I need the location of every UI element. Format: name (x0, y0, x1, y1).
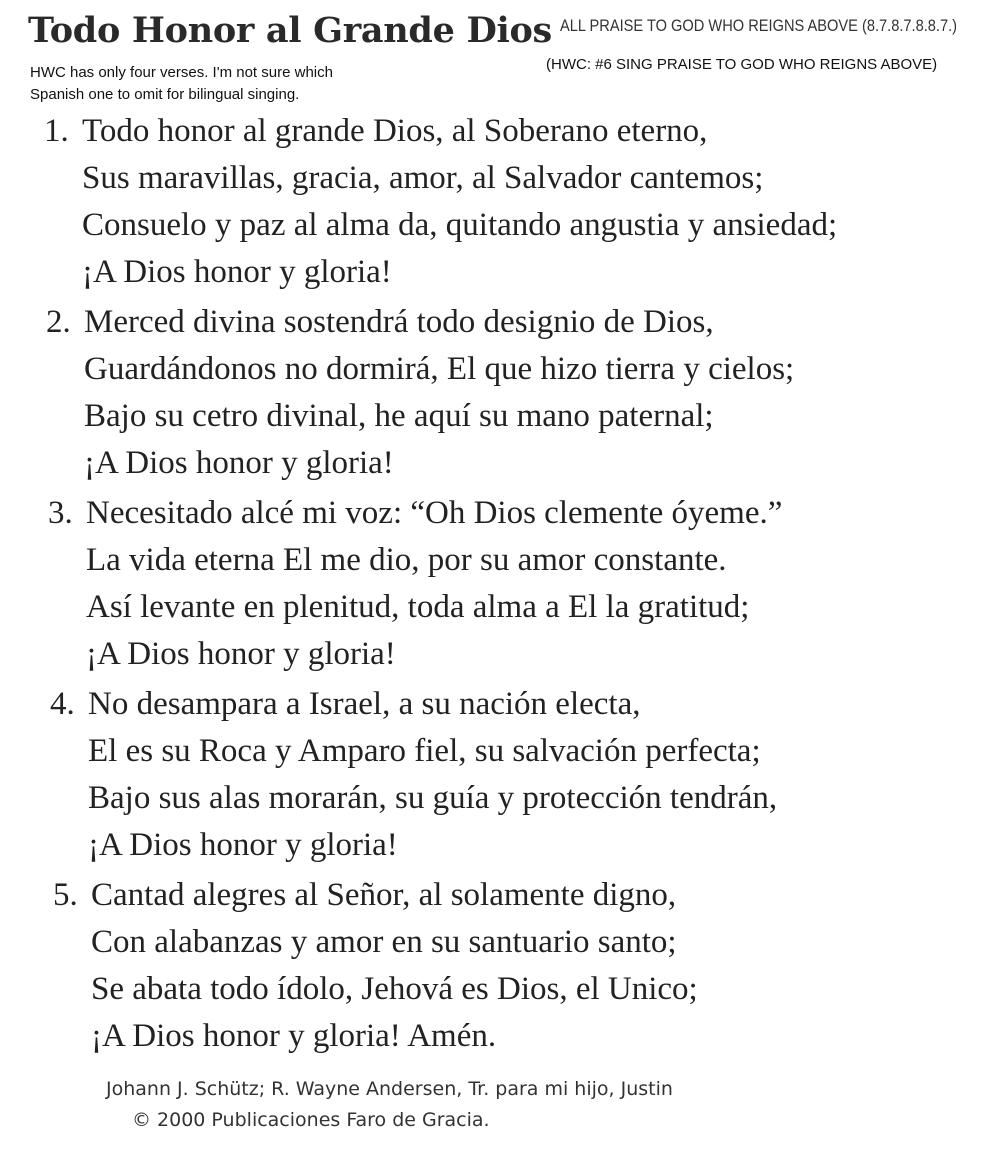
copyright-notice: © 2000 Publicaciones Faro de Gracia. (132, 1109, 490, 1131)
verse-line: La vida eterna El me dio, por su amor constante. (86, 542, 727, 578)
verse-line: Bajo sus alas morarán, su guía y protección tendrán, (88, 780, 778, 816)
verses (0, 108, 1000, 1063)
verse-number: 5. (53, 877, 78, 913)
hymn-title: Todo Honor al Grande Dios (28, 10, 552, 51)
verse-refrain: ¡A Dios honor y gloria! (84, 445, 394, 481)
verse-line: Cantad alegres al Señor, al solamente digno, (91, 877, 677, 913)
verse-number: 4. (50, 686, 75, 722)
verse-line: Guardándonos no dormirá, El que hizo tierra y cielos; (84, 351, 795, 387)
verse-line: Todo honor al grande Dios, al Soberano eterno, (82, 113, 708, 149)
author-credit: Johann J. Schütz; R. Wayne Andersen, Tr. para mi hijo, Justin (106, 1078, 673, 1100)
verse-number: 3. (48, 495, 73, 531)
verse-refrain: ¡A Dios honor y gloria! (86, 636, 396, 672)
verse-line: El es su Roca y Amparo fiel, su salvación perfecta; (88, 733, 761, 769)
verse-line: Con alabanzas y amor en su santuario santo; (91, 924, 677, 960)
verse-line: Se abata todo ídolo, Jehová es Dios, el Unico; (91, 971, 698, 1007)
editor-note (30, 62, 410, 106)
editor-note-line: Spanish one to omit for bilingual singing. (30, 86, 300, 103)
verse-refrain: ¡A Dios honor y gloria! Amén. (91, 1018, 497, 1054)
tune-name: ALL PRAISE TO GOD WHO REIGNS ABOVE (8.7.8.7.8.8.7.) (560, 16, 958, 35)
verse-number: 2. (46, 304, 71, 340)
hwc-reference: (HWC: #6 SING PRAISE TO GOD WHO REIGNS ABOVE) (546, 56, 938, 73)
verse-refrain: ¡A Dios honor y gloria! (82, 254, 392, 290)
verse-5 (0, 872, 1000, 1060)
verse-number: 1. (44, 113, 69, 149)
editor-note-line: HWC has only four verses. I'm not sure which (30, 64, 333, 81)
verse-1 (0, 108, 1000, 296)
verse-line: Sus maravillas, gracia, amor, al Salvador cantemos; (82, 160, 764, 196)
verse-4 (0, 681, 1000, 869)
verse-line: Así levante en plenitud, toda alma a El la gratitud; (86, 589, 750, 625)
verse-line: Consuelo y paz al alma da, quitando angustia y ansiedad; (82, 207, 838, 243)
verse-line: No desampara a Israel, a su nación electa, (88, 686, 641, 722)
verse-line: Necesitado alcé mi voz: “Oh Dios clemente óyeme.” (86, 495, 783, 531)
verse-2 (0, 299, 1000, 487)
verse-line: Bajo su cetro divinal, he aquí su mano paternal; (84, 398, 714, 434)
credits (106, 1074, 673, 1136)
verse-3 (0, 490, 1000, 678)
verse-line: Merced divina sostendrá todo designio de Dios, (84, 304, 714, 340)
verse-refrain: ¡A Dios honor y gloria! (88, 827, 398, 863)
